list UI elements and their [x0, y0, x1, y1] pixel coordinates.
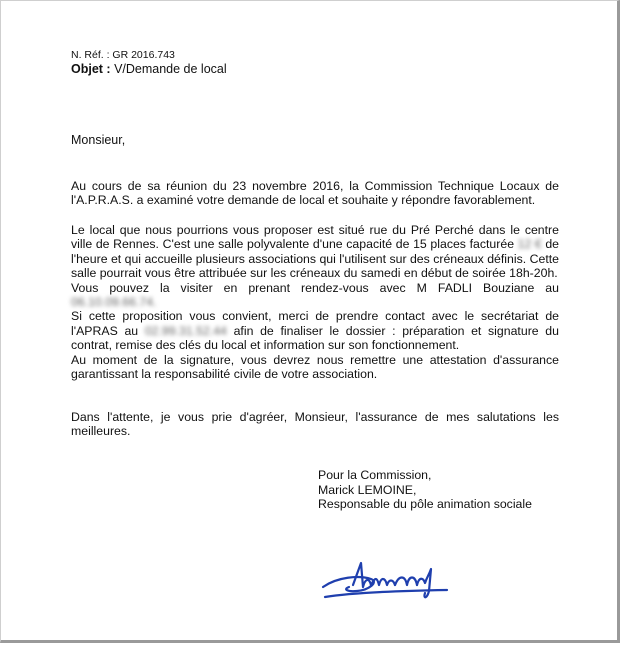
paragraph-visit: Vous pouvez la visiter en prenant rendez-vous avec M FADLI Bouziane au: [71, 280, 559, 295]
redacted-phone-1: 06.10.09.66.74.: [71, 295, 157, 310]
reference-number: N. Réf. : GR 2016.743: [71, 49, 175, 61]
handwritten-signature: [319, 557, 449, 607]
redacted-price: 12 €: [517, 237, 542, 252]
redacted-phone-2: 02.99.31.52.44: [144, 323, 227, 338]
signature-block: [318, 468, 532, 512]
paragraph-contact-part2: afin de finaliser le dossier : préparation et signature du contrat, remise des clés du local et information sur son fonctionnement.: [71, 323, 559, 353]
paragraph-contact-part1: Si cette proposition vous convient, merci de prendre contact avec le secrétariat de l'APRAS au: [71, 309, 559, 338]
subject-line: [71, 62, 227, 76]
paragraph-room-part2: de l'heure et qui accueille plusieurs associations qui l'utilisent sur des créneaux définis. Cette salle pourrait vous être attribuée sur les créneaux du samedi en début de soirée 18h-20h.: [71, 237, 560, 281]
paragraph-insurance: Au moment de la signature, vous devrez nous remettre une attestation d'assurance garantissant la responsabilité civile de votre association.: [71, 352, 559, 382]
sign-line-commission: Pour la Commission,: [318, 468, 432, 482]
letter-body: [71, 223, 559, 381]
paragraph-meeting: Au cours de sa réunion du 23 novembre 2016, la Commission Technique Locaux de l'A.P.R.A.S. a examiné votre demande de local et souhaite y répondre favorablement.: [71, 179, 559, 208]
sign-line-title: Responsable du pôle animation sociale: [318, 497, 532, 512]
paragraph-room-part1: Le local que nous pourrions vous proposer est situé rue du Pré Perché dans le centre ville de Rennes. C'est une salle polyvalente d'une capacité de 15 places facturée: [71, 223, 559, 252]
paragraph-closing: Dans l'attente, je vous prie d'agréer, Monsieur, l'assurance de mes salutations les meilleures.: [71, 410, 559, 439]
sign-line-name: Marick LEMOINE,: [318, 482, 417, 497]
salutation: Monsieur,: [71, 133, 126, 147]
subject-text: V/Demande de local: [110, 62, 227, 76]
subject-label: Objet :: [71, 62, 111, 76]
